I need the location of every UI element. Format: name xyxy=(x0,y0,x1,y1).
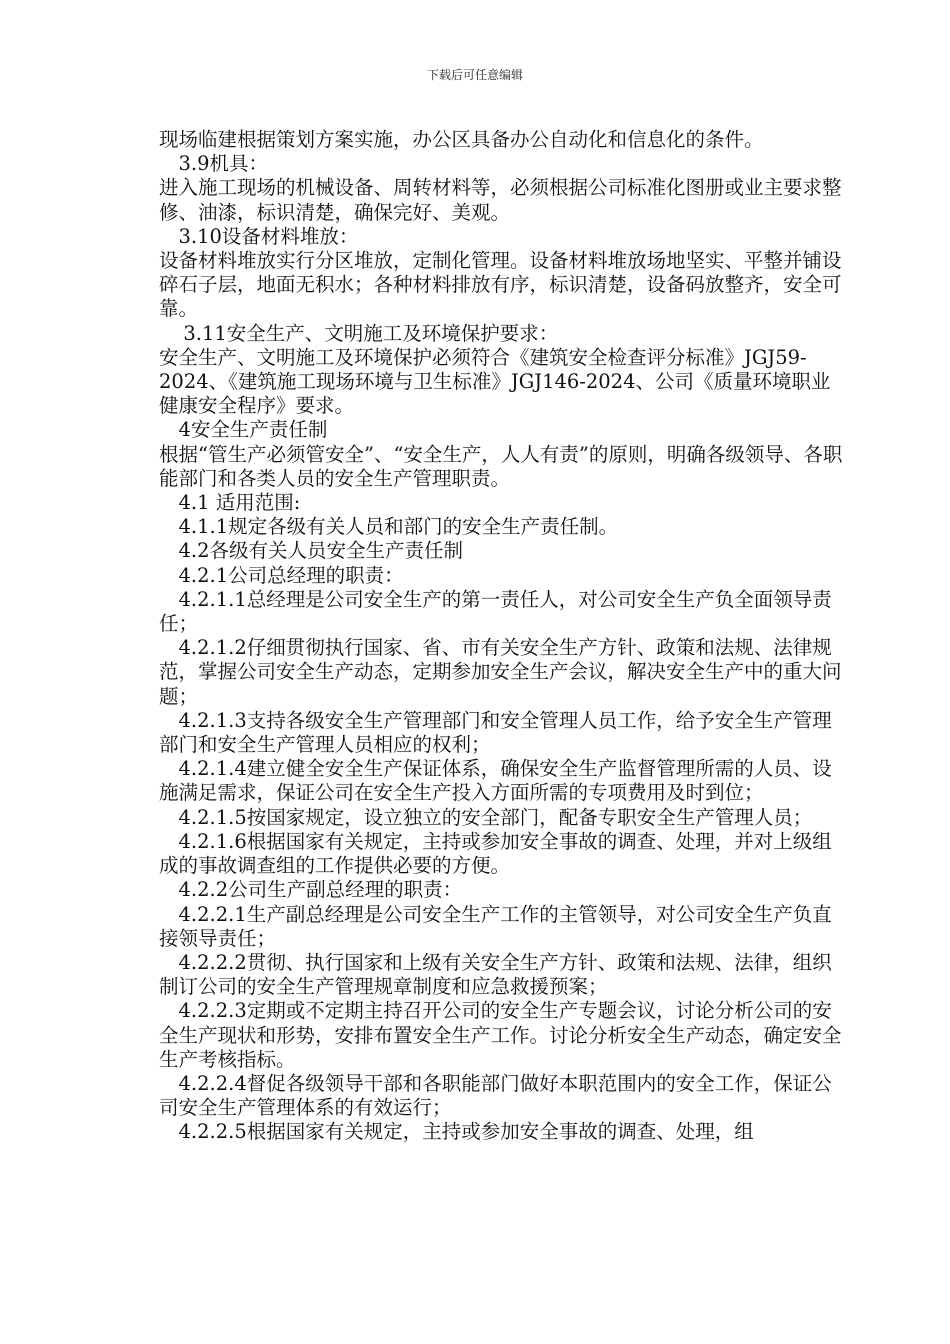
section-heading: 4.2.2公司生产副总经理的职责： xyxy=(178,878,463,902)
paragraph: 4.2.2.3定期或不定期主持召开公司的安全生产专题会议，讨论分析公司的安全生产现状和形势，安排布置安全生产工作。讨论分析安全生产动态，确定安全生产考核指标。 xyxy=(159,999,842,1071)
paragraph: 4.2.1.6根据国家有关规定，主持或参加安全事故的调查、处理，并对上级组成的事故调查组的工作提供必要的方便。 xyxy=(159,829,832,878)
paragraph: 4.2.2.4督促各级领导干部和各职能部门做好本职范围内的安全工作，保证公司安全生产管理体系的有效运行； xyxy=(159,1071,832,1120)
section-heading: 3.11安全生产、文明施工及环境保护要求： xyxy=(183,321,559,345)
paragraph: 安全生产、文明施工及环境保护必须符合《建筑安全检查评分标准》JGJ59-2024、《建筑施工现场环境与卫生标准》JGJ146-2024、公司《质量环境职业健康安全程序》要求。 xyxy=(159,345,831,418)
paragraph: 4.2.2.5根据国家有关规定，主持或参加安全事故的调查、处理，组 xyxy=(178,1120,754,1144)
paragraph: 4.2.1.5按国家规定，设立独立的安全部门，配备专职安全生产管理人员； xyxy=(178,805,813,829)
paragraph: 4.2.1.1总经理是公司安全生产的第一责任人，对公司安全生产负全面领导责任； xyxy=(159,587,832,636)
paragraph: 4.2.1.3支持各级安全生产管理部门和安全管理人员工作，给予安全生产管理部门和安全生产管理人员相应的权利； xyxy=(159,708,832,757)
section-heading: 4.1 适用范围: xyxy=(178,491,301,515)
section-heading: 4安全生产责任制 xyxy=(178,418,328,442)
paragraph: 4.1.1规定各级有关人员和部门的安全生产责任制。 xyxy=(178,515,619,539)
paragraph: 根据“管生产必须管安全”、“安全生产，人人有责”的原则，明确各级领导、各职能部门和各类人员的安全生产管理职责。 xyxy=(159,442,843,490)
paragraph: 4.2.1.4建立健全安全生产保证体系，确保安全生产监督管理所需的人员、设施满足需求，保证公司在安全生产投入方面所需的专项费用及时到位； xyxy=(159,757,832,805)
paragraph: 设备材料堆放实行分区堆放，定制化管理。设备材料堆放场地坚实、平整并铺设碎石子层，地面无积水；各种材料排放有序，标识清楚，设备码放整齐，安全可靠。 xyxy=(159,249,842,321)
paragraph: 4.2.2.2贯彻、执行国家和上级有关安全生产方针、政策和法规、法律，组织制订公司的安全生产管理规章制度和应急救援预案； xyxy=(159,950,832,999)
page-header: 下载后可任意编辑 xyxy=(426,68,523,82)
section-heading: 4.2各级有关人员安全生产责任制 xyxy=(178,539,464,563)
section-heading: 3.9机具： xyxy=(178,152,269,176)
paragraph: 4.2.2.1生产副总经理是公司安全生产工作的主管领导，对公司安全生产负直接领导责任； xyxy=(159,902,832,950)
paragraph: 进入施工现场的机械设备、周转材料等，必须根据公司标准化图册或业主要求整修、油漆，标识清楚，确保完好、美观。 xyxy=(159,176,842,224)
section-heading: 3.10设备材料堆放： xyxy=(178,224,359,248)
paragraph: 4.2.1.2仔细贯彻执行国家、省、市有关安全生产方针、政策和法规、法律规范，掌握公司安全生产动态，定期参加安全生产会议，解决安全生产中的重大问题； xyxy=(159,636,842,708)
paragraph: 现场临建根据策划方案实施，办公区具备办公自动化和信息化的条件。 xyxy=(159,128,764,151)
section-heading: 4.2.1公司总经理的职责： xyxy=(178,563,404,587)
document-body xyxy=(159,128,849,1145)
